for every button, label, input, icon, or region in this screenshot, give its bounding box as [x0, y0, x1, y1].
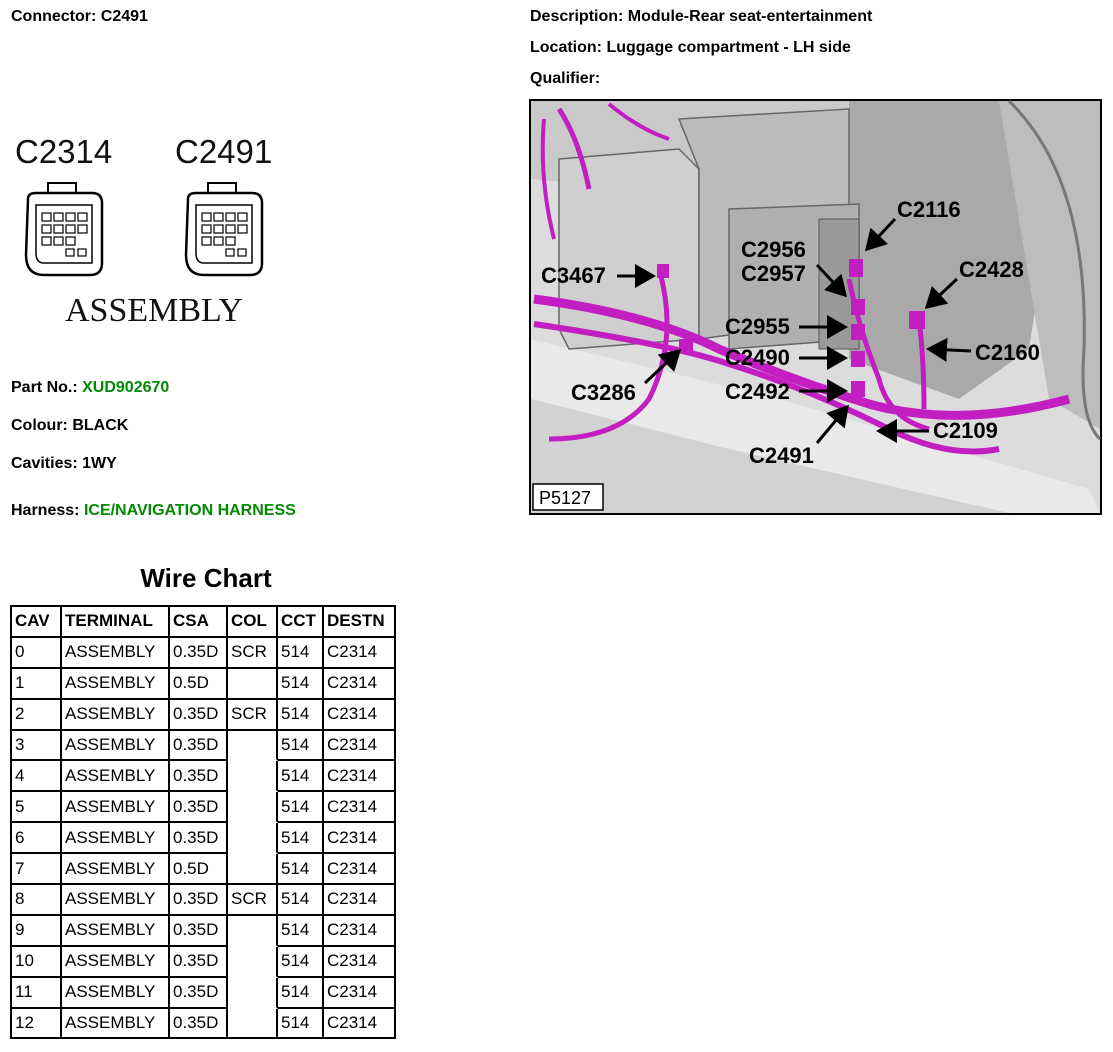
csa-cell: 0.35D	[170, 916, 228, 947]
terminal-cell: ASSEMBLY	[62, 669, 170, 700]
header-col: COL	[228, 607, 278, 638]
csa-cell: 0.35D	[170, 823, 228, 854]
cav-cell: 2	[12, 700, 62, 731]
cav-cell: 8	[12, 885, 62, 916]
wire-chart-title: Wire Chart	[140, 563, 272, 593]
csa-cell: 0.35D	[170, 700, 228, 731]
qualifier-field	[530, 70, 600, 88]
table-row	[12, 854, 396, 885]
cct-cell: 514	[278, 947, 324, 978]
label-c2957: C2957	[741, 261, 806, 286]
terminal-cell: ASSEMBLY	[62, 885, 170, 916]
table-row	[12, 731, 396, 762]
terminal-cell: ASSEMBLY	[62, 700, 170, 731]
destn-cell: C2314	[324, 792, 396, 823]
cav-cell: 7	[12, 854, 62, 885]
connector-label: Connector:	[11, 8, 97, 25]
qualifier-label: Qualifier:	[530, 70, 601, 87]
cav-cell: 11	[12, 978, 62, 1009]
cavities-value: 1WY	[82, 455, 117, 472]
table-row	[12, 669, 396, 700]
cavities-field	[11, 455, 117, 473]
table-row	[12, 792, 396, 823]
arrow-c2160	[929, 349, 971, 351]
csa-cell: 0.35D	[170, 792, 228, 823]
terminal-cell: ASSEMBLY	[62, 792, 170, 823]
col-cell	[228, 792, 278, 823]
destn-cell: C2314	[324, 761, 396, 792]
harness-label: Harness:	[11, 502, 80, 519]
destn-cell: C2314	[324, 1009, 396, 1040]
cct-cell: 514	[278, 731, 324, 762]
csa-cell: 0.35D	[170, 761, 228, 792]
cav-cell: 6	[12, 823, 62, 854]
csa-cell: 0.35D	[170, 1009, 228, 1040]
destn-cell: C2314	[324, 823, 396, 854]
csa-cell: 0.35D	[170, 947, 228, 978]
connector-drawing	[10, 128, 290, 333]
col-cell: SCR	[228, 700, 278, 731]
connector-b-shape	[186, 183, 262, 275]
table-row	[12, 947, 396, 978]
destn-cell: C2314	[324, 669, 396, 700]
label-c3467: C3467	[541, 263, 606, 288]
cav-cell: 12	[12, 1009, 62, 1040]
assembly-caption: ASSEMBLY	[65, 292, 243, 329]
connector-a-label: C2314	[15, 133, 113, 170]
cct-cell: 514	[278, 700, 324, 731]
header-cav: CAV	[12, 607, 62, 638]
cct-cell: 514	[278, 761, 324, 792]
csa-cell: 0.5D	[170, 669, 228, 700]
csa-cell: 0.35D	[170, 731, 228, 762]
destn-cell: C2314	[324, 638, 396, 669]
terminal-cell: ASSEMBLY	[62, 1009, 170, 1040]
description-field	[530, 8, 872, 26]
table-row	[12, 1009, 396, 1040]
destn-cell: C2314	[324, 947, 396, 978]
header-terminal: TERMINAL	[62, 607, 170, 638]
cav-cell: 3	[12, 731, 62, 762]
cct-cell: 514	[278, 885, 324, 916]
header-csa: CSA	[170, 607, 228, 638]
col-cell	[228, 1009, 278, 1040]
table-row	[12, 823, 396, 854]
label-c2491: C2491	[749, 443, 814, 468]
cav-cell: 1	[12, 669, 62, 700]
cct-cell: 514	[278, 792, 324, 823]
location-value: Luggage compartment - LH side	[606, 39, 851, 56]
col-cell	[228, 823, 278, 854]
label-c2116: C2116	[897, 197, 961, 222]
cct-cell: 514	[278, 854, 324, 885]
csa-cell: 0.35D	[170, 978, 228, 1009]
label-c2492: C2492	[725, 379, 790, 404]
destn-cell: C2314	[324, 885, 396, 916]
part-number-label: Part No.:	[11, 379, 78, 396]
label-c3286: C3286	[571, 380, 636, 405]
label-c2955: C2955	[725, 314, 790, 339]
table-row	[12, 700, 396, 731]
cav-cell: 9	[12, 916, 62, 947]
cav-cell: 5	[12, 792, 62, 823]
table-row	[12, 978, 396, 1009]
cct-cell: 514	[278, 823, 324, 854]
label-c2490: C2490	[725, 345, 790, 370]
colour-field	[11, 417, 128, 435]
csa-cell: 0.35D	[170, 638, 228, 669]
destn-cell: C2314	[324, 854, 396, 885]
connector-value: C2491	[100, 8, 148, 25]
col-cell	[228, 669, 278, 700]
figure-id: P5127	[539, 488, 592, 508]
location-field	[530, 39, 851, 57]
terminal-cell: ASSEMBLY	[62, 823, 170, 854]
terminal-cell: ASSEMBLY	[62, 978, 170, 1009]
wire-chart-table	[10, 605, 396, 1039]
label-c2109: C2109	[933, 418, 998, 443]
harness-field	[11, 502, 296, 520]
header-destn: DESTN	[324, 607, 396, 638]
col-cell: SCR	[228, 638, 278, 669]
description-value: Module-Rear seat-entertainment	[627, 8, 873, 25]
cct-cell: 514	[278, 1009, 324, 1040]
cavities-label: Cavities:	[11, 455, 78, 472]
header-cct: CCT	[278, 607, 324, 638]
destn-cell: C2314	[324, 731, 396, 762]
csa-cell: 0.5D	[170, 854, 228, 885]
col-cell: SCR	[228, 885, 278, 916]
col-cell	[228, 731, 278, 762]
connector-field	[11, 8, 148, 26]
location-photo	[529, 99, 1102, 515]
terminal-cell: ASSEMBLY	[62, 947, 170, 978]
table-row	[12, 885, 396, 916]
part-number-link[interactable]: XUD902670	[82, 379, 170, 396]
csa-cell: 0.35D	[170, 885, 228, 916]
label-c2160: C2160	[975, 340, 1040, 365]
part-number-field	[11, 379, 169, 397]
table-row	[12, 916, 396, 947]
location-label: Location:	[530, 39, 602, 56]
table-header-row	[12, 607, 396, 638]
cav-cell: 4	[12, 761, 62, 792]
destn-cell: C2314	[324, 700, 396, 731]
table-row	[12, 761, 396, 792]
destn-cell: C2314	[324, 916, 396, 947]
cct-cell: 514	[278, 916, 324, 947]
terminal-cell: ASSEMBLY	[62, 638, 170, 669]
cct-cell: 514	[278, 638, 324, 669]
label-c2428: C2428	[959, 257, 1024, 282]
connector-a-shape	[26, 183, 102, 275]
table-row	[12, 638, 396, 669]
label-c2956: C2956	[741, 237, 806, 262]
colour-label: Colour:	[11, 417, 68, 434]
col-cell	[228, 978, 278, 1009]
cct-cell: 514	[278, 669, 324, 700]
col-cell	[228, 916, 278, 947]
cav-cell: 0	[12, 638, 62, 669]
destn-cell: C2314	[324, 978, 396, 1009]
description-label: Description:	[530, 8, 624, 25]
terminal-cell: ASSEMBLY	[62, 916, 170, 947]
col-cell	[228, 854, 278, 885]
colour-value: BLACK	[72, 417, 129, 434]
col-cell	[228, 761, 278, 792]
cct-cell: 514	[278, 978, 324, 1009]
col-cell	[228, 947, 278, 978]
connector-b-label: C2491	[175, 133, 273, 170]
cav-cell: 10	[12, 947, 62, 978]
terminal-cell: ASSEMBLY	[62, 854, 170, 885]
wire-chart-body	[12, 638, 396, 1040]
terminal-cell: ASSEMBLY	[62, 761, 170, 792]
harness-link[interactable]: ICE/NAVIGATION HARNESS	[83, 502, 296, 519]
terminal-cell: ASSEMBLY	[62, 731, 170, 762]
